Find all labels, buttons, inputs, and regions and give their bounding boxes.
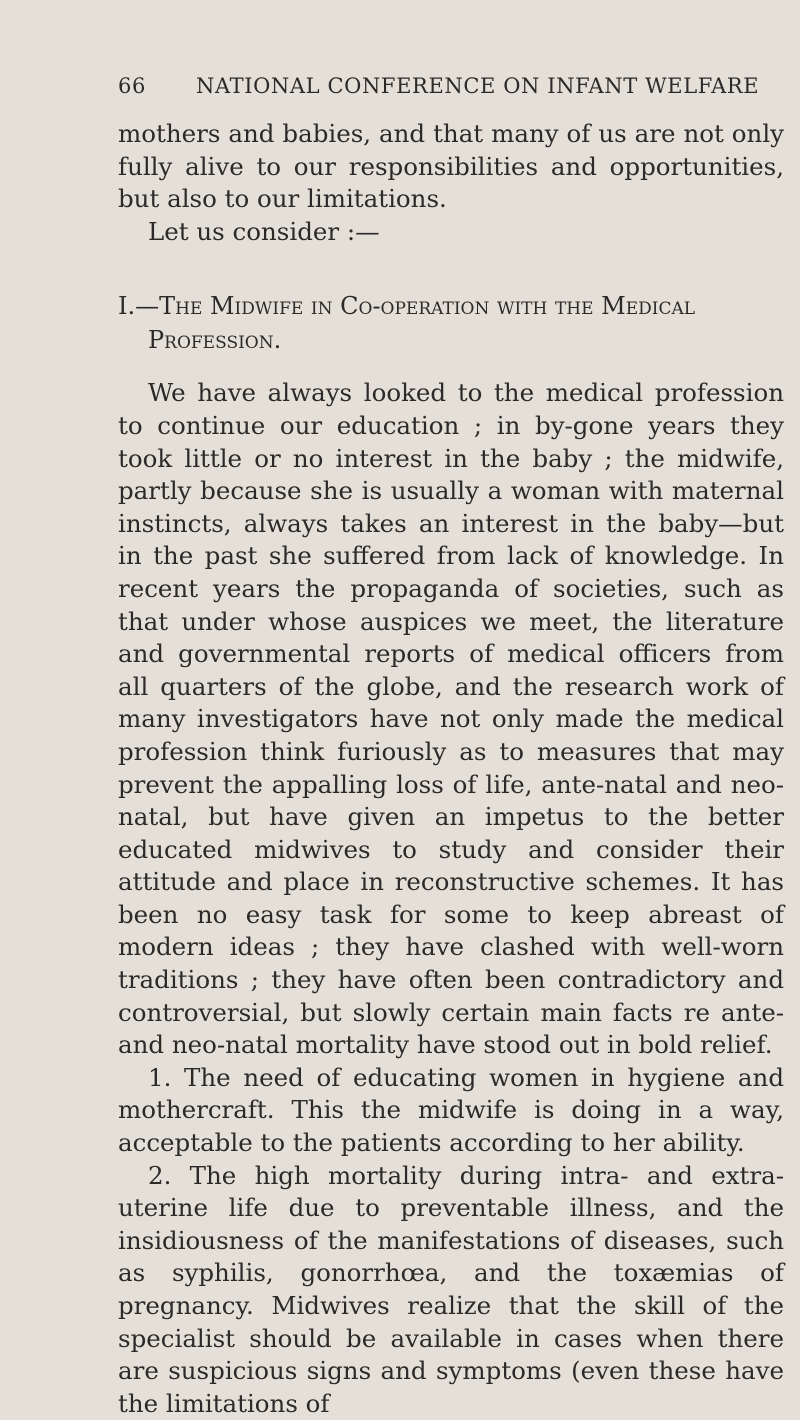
paragraph-point-2: 2. The high mortality during intra- and extra-uterine life due to preventable illness, and the insidiousness of the manifestations of diseases, such as syphilis, gonorrhœa, and the toxæmias of pregnancy. Midwives realize that the skill of the specialist should be available in cases when there are suspicious signs and symptoms (even these have the limitations of bbox=[118, 1160, 784, 1418]
section-heading: I.—The Midwife in Co-operation with the Medical Profession. bbox=[118, 292, 696, 355]
running-header bbox=[118, 74, 758, 98]
paragraph-continuation: mothers and babies, and that many of us are not only fully alive to our responsibilities and opportunities, but also to our limitations. bbox=[118, 119, 784, 214]
page-number: 66 bbox=[118, 74, 146, 98]
running-title: NATIONAL CONFERENCE ON INFANT WELFARE bbox=[196, 74, 760, 98]
paragraph-medical-profession: We have always looked to the medical profession to continue our education ; in by-gone years they took little or no interest in the baby ; the midwife, partly because she is usually a woman with maternal instincts, always takes an interest in the baby—but in the past she suffered from lack of knowledge. In recent years the propaganda of societies, such as that under whose auspices we meet, the literature and governmental reports of medical officers from all quarters of the globe, and the research work of many investigators have not only made the medical profession think furiously as to measures that may prevent the appalling loss of life, ante-natal and neo-natal, but have given an impetus to the better educated midwives to study and consider their attitude and place in reconstructive schemes. It has been no easy task for some to keep abreast of modern ideas ; they have clashed with well-worn traditions ; they have often been contradictory and controversial, but slowly certain main facts re ante- and neo-natal mortality have stood out in bold relief. bbox=[118, 378, 784, 1060]
paragraph-consider: Let us consider :— bbox=[148, 216, 380, 246]
paragraph-point-1: 1. The need of educating women in hygiene and mothercraft. This the midwife is doing in a way, acceptable to the patients according to her ability. bbox=[118, 1062, 784, 1158]
body-text bbox=[118, 118, 784, 1420]
